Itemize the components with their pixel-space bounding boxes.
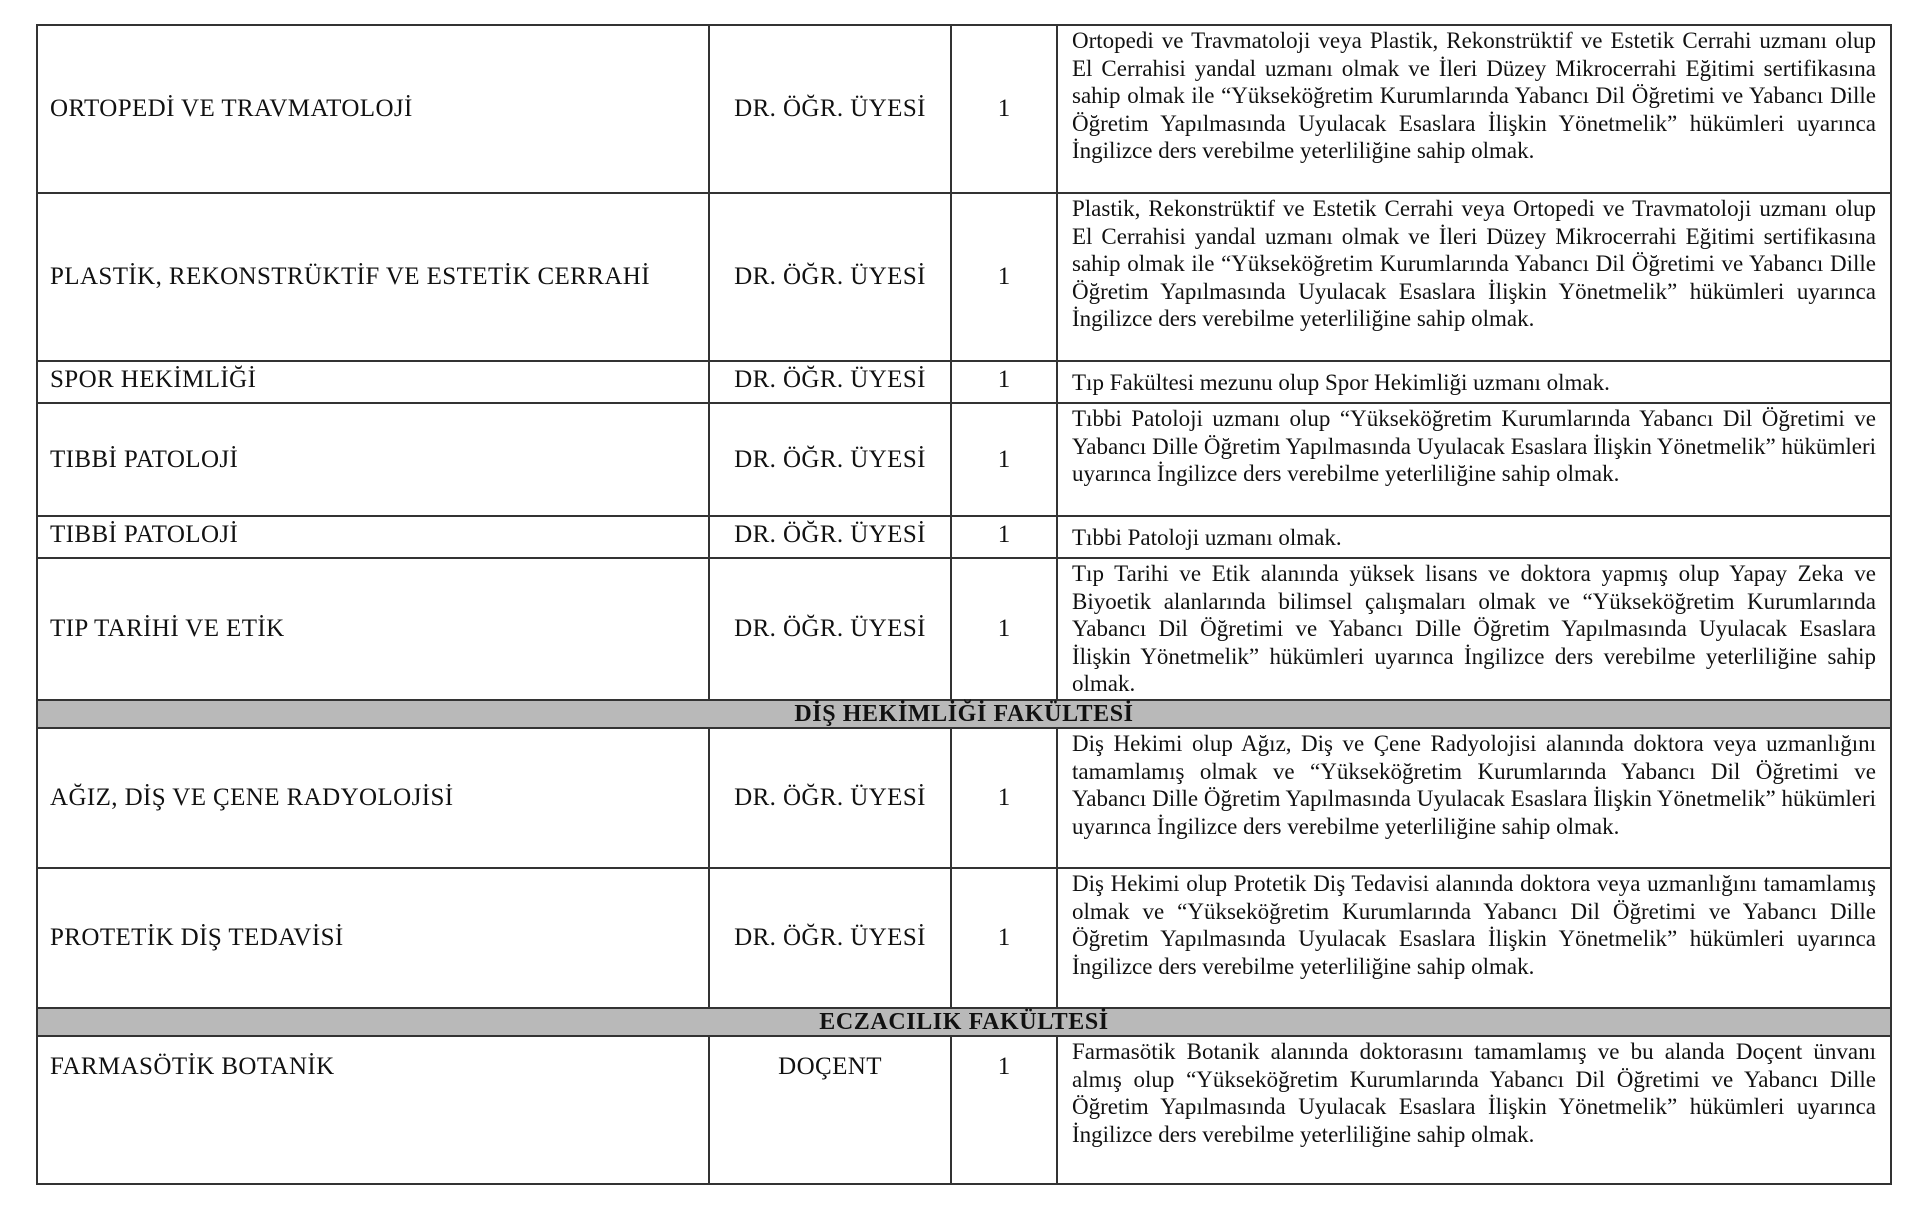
department-cell: AĞIZ, DİŞ VE ÇENE RADYOLOJİSİ bbox=[37, 728, 709, 868]
department-cell: TIBBİ PATOLOJİ bbox=[37, 516, 709, 558]
table-row bbox=[37, 516, 1891, 558]
title-cell: DR. ÖĞR. ÜYESİ bbox=[709, 193, 951, 361]
count-cell: 1 bbox=[951, 558, 1057, 700]
faculty-heading: DİŞ HEKİMLİĞİ FAKÜLTESİ bbox=[37, 700, 1891, 728]
requirement-text: Ortopedi ve Travmatoloji veya Plastik, Rekonstrüktif ve Estetik Cerrahi uzmanı olup El Cerrahisi yandal uzmanı olmak ve İleri Düzey Mikrocerrahi Eğitimi sertifikasına sahip olmak ile “Yükseköğretim Kurumlarında Yabancı Dil Öğretimi ve Yabancı Dille Öğretim Yapılmasında Uyulacak Esaslara İlişkin Yönetmelik” hükümleri uyarınca İngilizce ders verebilme yeterliliğine sahip olmak. bbox=[1072, 28, 1876, 164]
department-cell: TIP TARİHİ VE ETİK bbox=[37, 558, 709, 700]
requirement-cell bbox=[1057, 728, 1891, 868]
requirement-text: Farmasötik Botanik alanında doktorasını tamamlamış ve bu alanda Doçent ünvanı almış olup “Yükseköğretim Kurumlarında Yabancı Dil Öğretimi ve Yabancı Dille Öğretim Yapılmasında Uyulacak Esaslara İlişkin Yönetmelik” hükümleri uyarınca İngilizce ders verebilme yeterliliğine sahip olmak. bbox=[1072, 1039, 1876, 1147]
count-cell: 1 bbox=[951, 25, 1057, 193]
count-cell: 1 bbox=[951, 361, 1057, 403]
requirement-cell bbox=[1057, 361, 1891, 403]
table-row bbox=[37, 868, 1891, 1008]
requirement-text: Tıp Fakültesi mezunu olup Spor Hekimliği uzmanı olmak. bbox=[1072, 369, 1610, 395]
table-row bbox=[37, 361, 1891, 403]
requirement-text: Diş Hekimi olup Ağız, Diş ve Çene Radyolojisi alanında doktora veya uzmanlığını tamamlamış olmak ve “Yükseköğretim Kurumlarında Yabancı Dil Öğretimi ve Yabancı Dille Öğretim Yapılmasında Uyulacak Esaslara İlişkin Yönetmelik” hükümleri uyarınca İngilizce ders verebilme yeterliliğine sahip olmak. bbox=[1072, 731, 1876, 839]
requirement-cell bbox=[1057, 403, 1891, 516]
department-cell: SPOR HEKİMLİĞİ bbox=[37, 361, 709, 403]
requirement-text: Plastik, Rekonstrüktif ve Estetik Cerrahi veya Ortopedi ve Travmatoloji uzmanı olup El Cerrahisi yandal uzmanı olmak ve İleri Düzey Mikrocerrahi Eğitimi sertifikasına sahip olmak ile “Yükseköğretim Kurumlarında Yabancı Dil Öğretimi ve Yabancı Dille Öğretim Yapılmasında Uyulacak Esaslara İlişkin Yönetmelik” hükümleri uyarınca İngilizce ders verebilme yeterliliğine sahip olmak. bbox=[1072, 196, 1876, 332]
count-cell: 1 bbox=[951, 516, 1057, 558]
requirement-cell bbox=[1057, 516, 1891, 558]
table-row bbox=[37, 193, 1891, 361]
title-cell: DR. ÖĞR. ÜYESİ bbox=[709, 558, 951, 700]
department-cell: ORTOPEDİ VE TRAVMATOLOJİ bbox=[37, 25, 709, 193]
count-cell: 1 bbox=[951, 193, 1057, 361]
title-cell: DR. ÖĞR. ÜYESİ bbox=[709, 868, 951, 1008]
table-row bbox=[37, 25, 1891, 193]
department-cell: FARMASÖTİK BOTANİK bbox=[37, 1036, 709, 1184]
count-cell: 1 bbox=[951, 868, 1057, 1008]
title-cell: DR. ÖĞR. ÜYESİ bbox=[709, 728, 951, 868]
department-cell: TIBBİ PATOLOJİ bbox=[37, 403, 709, 516]
section-header-row bbox=[37, 1008, 1891, 1036]
section-header-row bbox=[37, 700, 1891, 728]
requirement-text: Tıp Tarihi ve Etik alanında yüksek lisans ve doktora yapmış olup Yapay Zeka ve Biyoetik alanlarında bilimsel çalışmaları olmak ve “Yükseköğretim Kurumlarında Yabancı Dil Öğretimi ve Yabancı Dille Öğretim Yapılmasında Uyulacak Esaslara İlişkin Yönetmelik” hükümleri uyarınca İngilizce ders verebilme yeterliliğine sahip olmak. bbox=[1072, 561, 1876, 697]
table-row bbox=[37, 728, 1891, 868]
title-cell: DR. ÖĞR. ÜYESİ bbox=[709, 361, 951, 403]
requirement-text: Diş Hekimi olup Protetik Diş Tedavisi alanında doktora veya uzmanlığını tamamlamış olmak ve “Yükseköğretim Kurumlarında Yabancı Dil Öğretimi ve Yabancı Dille Öğretim Yapılmasında Uyulacak Esaslara İlişkin Yönetmelik” hükümleri uyarınca İngilizce ders verebilme yeterliliğine sahip olmak. bbox=[1072, 871, 1876, 979]
title-cell: DR. ÖĞR. ÜYESİ bbox=[709, 516, 951, 558]
department-cell: PLASTİK, REKONSTRÜKTİF VE ESTETİK CERRAHİ bbox=[37, 193, 709, 361]
table-row bbox=[37, 558, 1891, 700]
title-cell: DR. ÖĞR. ÜYESİ bbox=[709, 25, 951, 193]
title-cell: DOÇENT bbox=[709, 1036, 951, 1184]
positions-table bbox=[36, 24, 1892, 1185]
requirement-cell bbox=[1057, 558, 1891, 700]
count-cell: 1 bbox=[951, 1036, 1057, 1184]
table-row bbox=[37, 1036, 1891, 1184]
requirement-text: Tıbbi Patoloji uzmanı olup “Yükseköğretim Kurumlarında Yabancı Dil Öğretimi ve Yabancı Dille Öğretim Yapılmasında Uyulacak Esaslara İlişkin Yönetmelik” hükümleri uyarınca İngilizce ders verebilme yeterliliğine sahip olmak. bbox=[1072, 406, 1876, 487]
department-cell: PROTETİK DİŞ TEDAVİSİ bbox=[37, 868, 709, 1008]
count-cell: 1 bbox=[951, 403, 1057, 516]
count-cell: 1 bbox=[951, 728, 1057, 868]
table-row bbox=[37, 403, 1891, 516]
faculty-heading: ECZACILIK FAKÜLTESİ bbox=[37, 1008, 1891, 1036]
requirement-cell bbox=[1057, 25, 1891, 193]
requirement-text: Tıbbi Patoloji uzmanı olmak. bbox=[1072, 524, 1342, 550]
requirement-cell bbox=[1057, 1036, 1891, 1184]
requirement-cell bbox=[1057, 193, 1891, 361]
title-cell: DR. ÖĞR. ÜYESİ bbox=[709, 403, 951, 516]
requirement-cell bbox=[1057, 868, 1891, 1008]
